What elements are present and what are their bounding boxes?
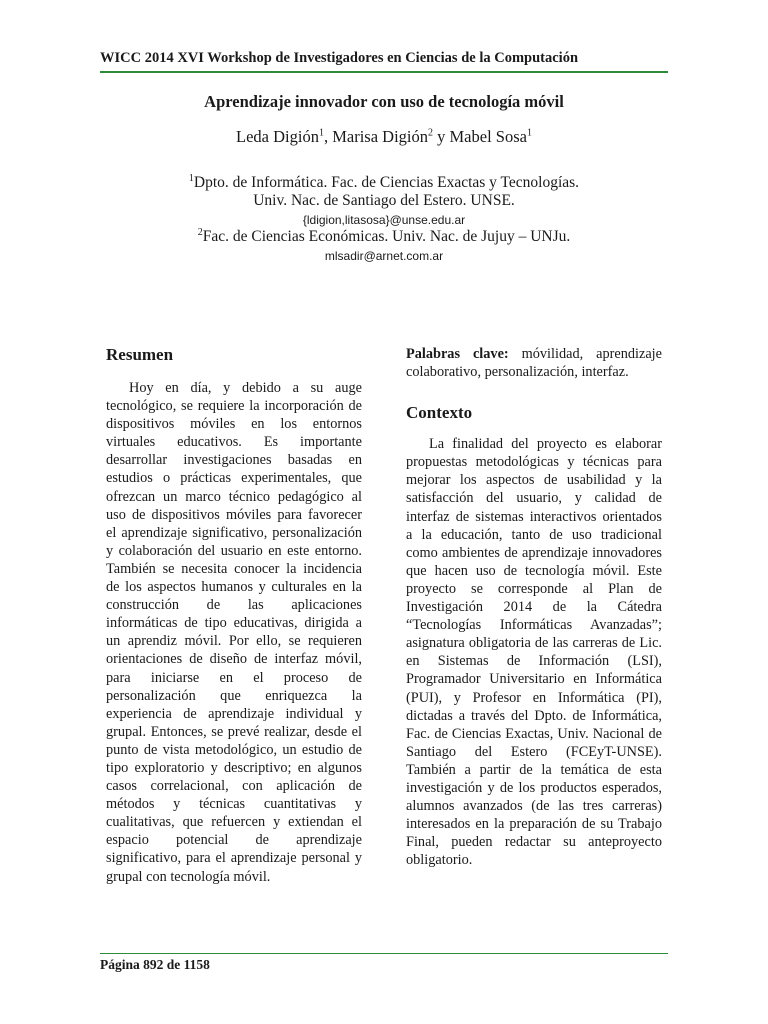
left-column — [106, 345, 362, 886]
author-name: Mabel Sosa — [449, 127, 527, 146]
affiliation-1 — [0, 174, 768, 192]
author-affiliation-mark: 2 — [428, 127, 433, 139]
author-separator: y — [433, 127, 450, 146]
author-list — [0, 127, 768, 147]
resumen-heading: Resumen — [106, 345, 174, 364]
contexto-heading: Contexto — [406, 403, 473, 423]
author-affiliation-mark: 1 — [318, 127, 324, 139]
affiliation-text: Dpto. de Informática. Fac. de Ciencias Exactas y Tecnologías. — [193, 174, 580, 191]
footer-rule — [100, 953, 668, 954]
paper-title: Aprendizaje innovador con uso de tecnología móvil — [204, 92, 564, 111]
author-affiliation-mark: 1 — [526, 127, 532, 139]
keywords-text: móvilidad, aprendizaje colaborativo, personalización, interfaz. — [406, 346, 663, 381]
keywords — [406, 345, 662, 381]
affiliation-mark: 2 — [197, 226, 203, 238]
right-column — [406, 345, 662, 869]
affiliation-2-email: mlsadir@arnet.com.ar — [324, 249, 444, 263]
keywords-label: Palabras clave: — [406, 346, 509, 362]
affiliation-text: Fac. de Ciencias Económicas. Univ. Nac. de Jujuy – UNJu. — [202, 228, 571, 245]
author-name: Leda Digión — [236, 127, 319, 146]
affiliation-1-email: {ldigion,litasosa}@unse.edu.ar — [302, 213, 466, 227]
header-rule — [100, 71, 668, 73]
contexto-body: La finalidad del proyecto es elaborar propuestas metodológicas y técnicas para mejorar los aspectos de usabilidad y la satisfacción del usuario, y calidad de interfaz de sistemas interactivos orientados a la educación, tanto de uso tradicional como ambientes de aprendizaje innovadores que hacen uso de tecnología móvil. Este proyecto se corresponde al Plan de Investigación 2014 de la Cátedra “Tecnologías Informáticas Avanzadas”; asignatura obligatoria de las carreras de Lic. en Sistemas de Información (LSI), Programador Universitario en Informática (PUI), y Profesor en Informática (PI), dictadas a través del Dpto. de Informática, Fac. de Ciencias Exactas, Univ. Nacional de Santiago del Estero (FCEyT-UNSE). También a partir de la temática de esta investigación y de los productos esperados, alumnos avanzados (de las tres carreras) interesados en la preparación de su Trabajo Final, pueden redactar su anteproyecto obligatorio. — [406, 436, 662, 869]
resumen-body: Hoy en día, y debido a su auge tecnológico, se requiere la incorporación de dispositivos móviles en los entornos virtuales educativos. Es importante desarrollar investigaciones basadas en estudios o prácticas experimentales, que ofrezcan un marco técnico pedagógico al uso de dispositivos móviles para favorecer el aprendizaje significativo, personalización y colaboración del usuario en este entorno. También se necesita conocer la incidencia de los aspectos humanos y culturales en la construcción de las aplicaciones informáticas de tipo educativas, dirigida a un aprendiz móvil. Por ello, se requieren orientaciones de diseño de interfaz móvil, para iniciarse en el proceso de personalización que enriquezca la experiencia de aprendizaje individual y grupal. Entonces, se prevé realizar, desde el punto de vista metodológico, un estudio de tipo exploratorio y descriptivo; en algunos casos correlacional, con aplicación de métodos y técnicas cuantitativas y cualitativas, que refuercen y extiendan el espacio potencial de aprendizaje significativo, para el aprendizaje personal y grupal con tecnología móvil. — [106, 380, 362, 885]
affiliation-2 — [0, 228, 768, 246]
author-name: Marisa Digión — [332, 127, 428, 146]
page-number: Página 892 de 1158 — [100, 957, 210, 972]
affiliation-1-line-2: Univ. Nac. de Santiago del Estero. UNSE. — [253, 192, 515, 209]
affiliation-mark: 1 — [188, 172, 194, 184]
author-separator: , — [323, 127, 333, 146]
running-header: WICC 2014 XVI Workshop de Investigadores en Ciencias de la Computación — [100, 50, 579, 66]
